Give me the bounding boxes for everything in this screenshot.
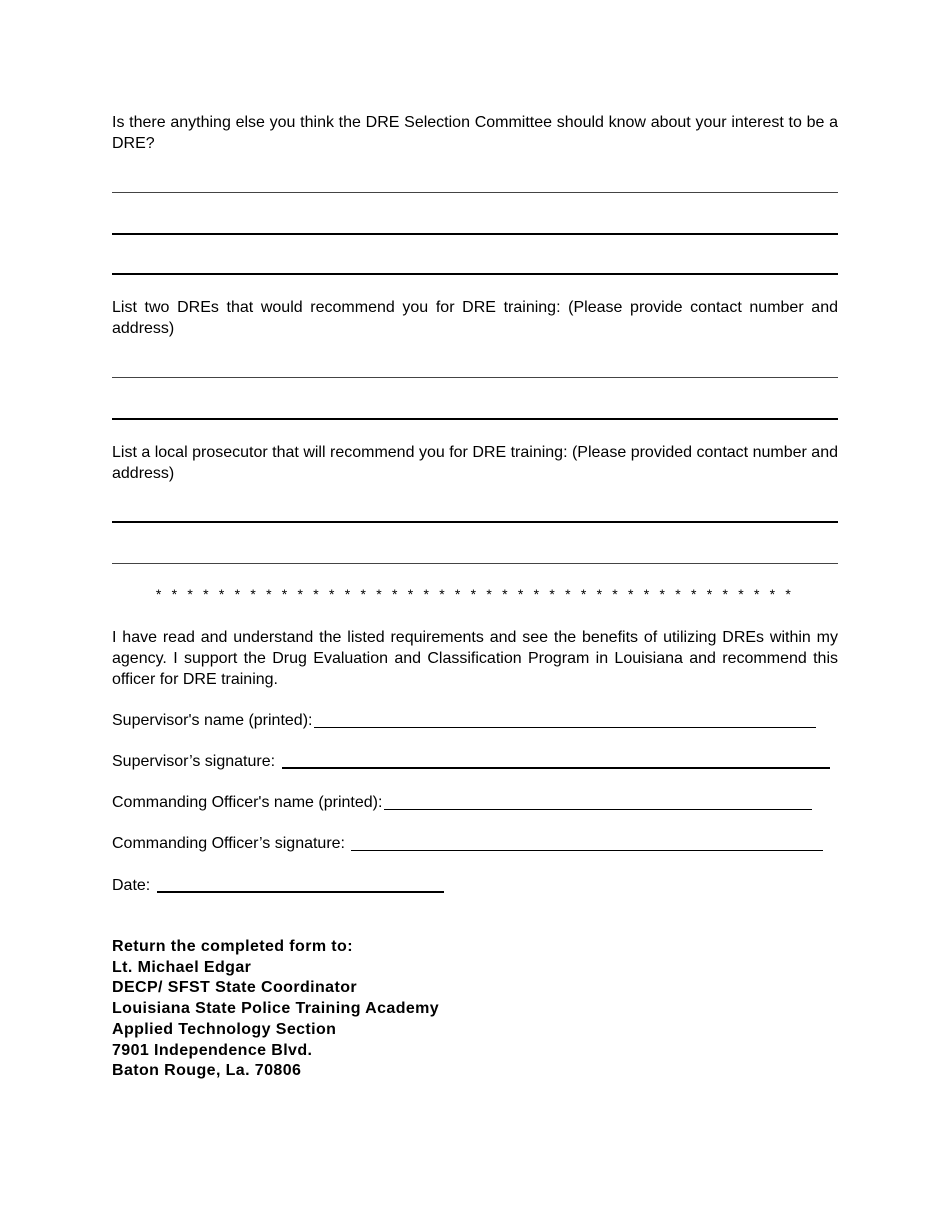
supervisor-name-line[interactable]	[314, 727, 816, 728]
date-field[interactable]	[112, 874, 444, 896]
supervisor-name-field[interactable]	[112, 709, 816, 731]
supervisor-signature-label: Supervisor’s signature:	[112, 753, 280, 770]
date-line[interactable]	[157, 891, 444, 893]
answer-line[interactable]	[112, 192, 838, 193]
answer-line[interactable]	[112, 233, 838, 235]
question-list-dres: List two DREs that would recommend you for DRE training: (Please provide contact number and address)	[112, 299, 838, 337]
address-line-name: Lt. Michael Edgar	[112, 958, 252, 976]
answer-line[interactable]	[112, 377, 838, 378]
question-local-prosecutor: List a local prosecutor that will recommend you for DRE training: (Please provided contact number and address)	[112, 444, 838, 482]
co-signature-label: Commanding Officer’s signature:	[112, 835, 350, 852]
co-signature-field[interactable]	[112, 832, 823, 854]
answer-line[interactable]	[112, 521, 838, 523]
answer-line[interactable]	[112, 418, 838, 420]
address-line-city: Baton Rouge, La. 70806	[112, 1062, 302, 1080]
return-address	[112, 937, 439, 1082]
address-line-academy: Louisiana State Police Training Academy	[112, 1000, 440, 1018]
address-line-section: Applied Technology Section	[112, 1020, 337, 1038]
return-heading: Return the completed form to:	[112, 938, 353, 955]
supervisor-name-label: Supervisor's name (printed):	[112, 712, 313, 729]
question-anything-else: Is there anything else you think the DRE Selection Committee should know about your interest to be a DRE?	[112, 114, 838, 152]
co-signature-line[interactable]	[351, 850, 823, 851]
answer-line[interactable]	[112, 273, 838, 275]
answer-line[interactable]	[112, 563, 838, 564]
date-label: Date:	[112, 877, 155, 894]
supervisor-signature-line[interactable]	[282, 767, 830, 769]
co-name-line[interactable]	[384, 809, 812, 810]
address-line-street: 7901 Independence Blvd.	[112, 1041, 313, 1059]
support-statement: I have read and understand the listed requirements and see the benefits of utilizing DREs within my agency. I support the Drug Evaluation and Classification Program in Louisiana and recommend this officer for DRE training.	[112, 629, 838, 688]
supervisor-signature-field[interactable]	[112, 750, 830, 772]
co-name-label: Commanding Officer's name (printed):	[112, 794, 383, 811]
address-line-title: DECP/ SFST State Coordinator	[112, 979, 357, 997]
separator: * * * * * * * * * * * * * * * * * * * * * * * * * * * * * * * * * * * * * * * * *	[155, 586, 795, 602]
co-name-field[interactable]	[112, 791, 812, 813]
